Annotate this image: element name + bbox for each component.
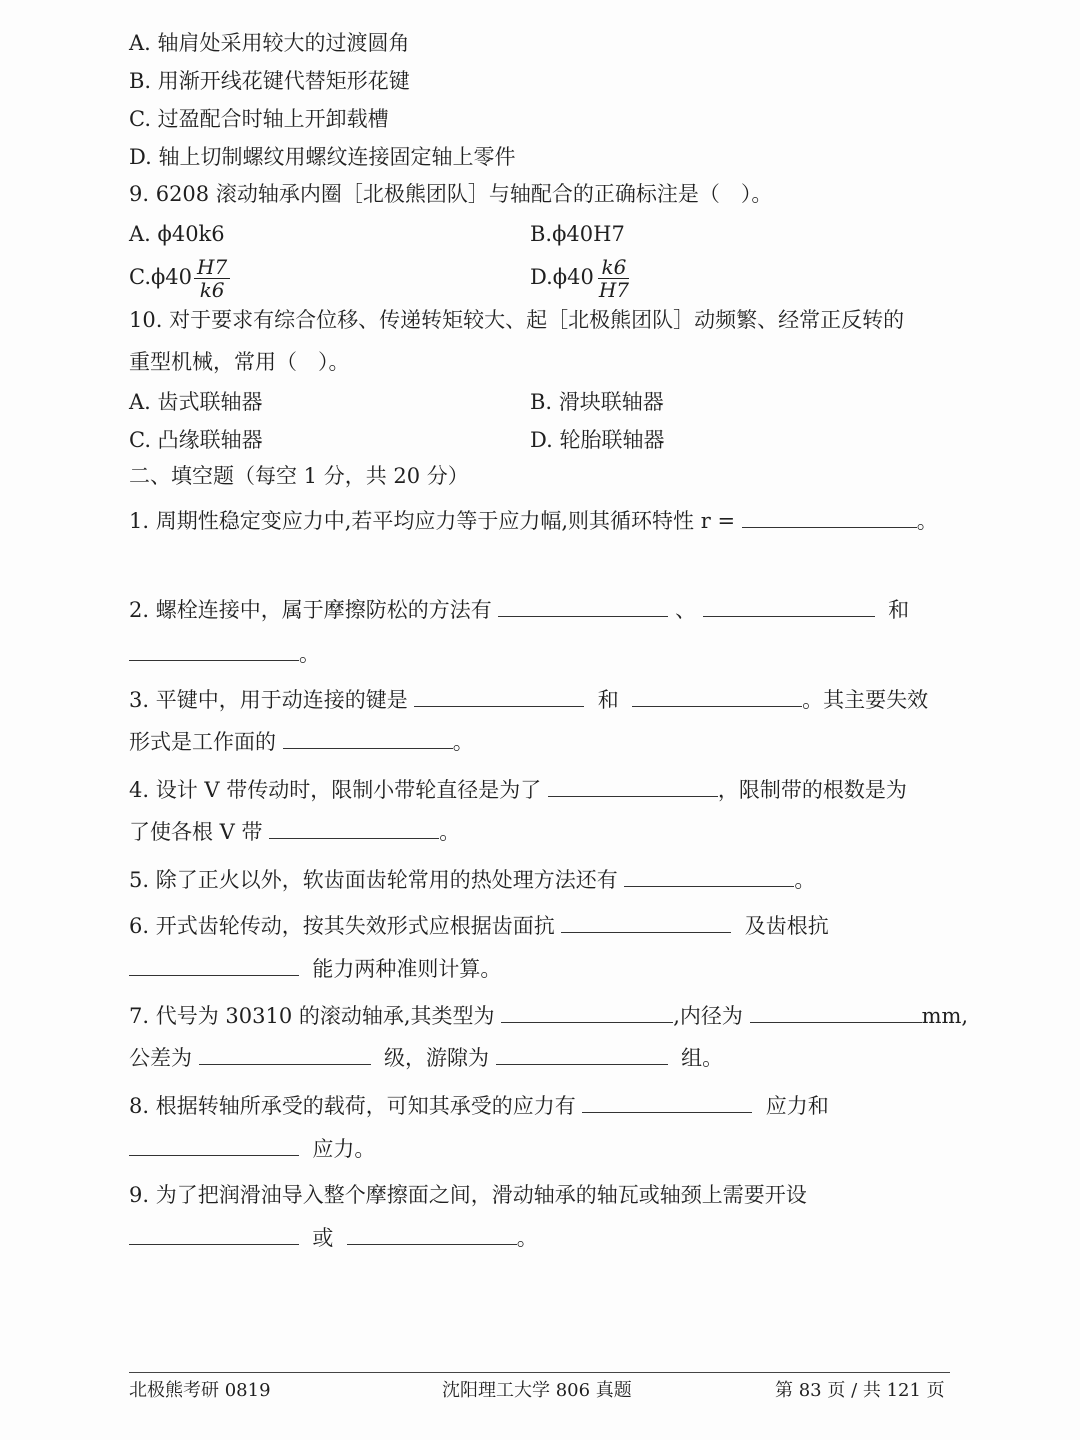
fraction-numerator: k6: [598, 256, 629, 279]
question-text: 8. 根据转轴所承受的载荷，可知其承受的应力有: [129, 1094, 576, 1118]
question-text: 9. 为了把润滑油导入整个摩擦面之间，滑动轴承的轴瓦或轴颈上需要开设: [129, 1183, 807, 1207]
punctuation: 。: [452, 730, 474, 754]
q10-stem-line2: 重型机械，常用（ ）。: [129, 350, 350, 374]
fill-question-4-line2: [129, 816, 460, 847]
fill-question-1: [129, 505, 938, 536]
question-text-continued: 。其主要失效: [802, 688, 929, 712]
footer-left: 北极熊考研 0819: [129, 1380, 271, 1401]
fraction-denominator: H7: [598, 278, 629, 302]
question-text-continued: 应力。: [312, 1137, 376, 1161]
answer-blank[interactable]: [498, 594, 668, 617]
question-text: 7. 代号为 30310 的滚动轴承,其类型为: [129, 1004, 495, 1028]
conjunction: 和: [597, 688, 619, 712]
footer-page-number: 第 83 页 / 共 121 页: [775, 1380, 945, 1401]
conjunction: 或: [312, 1226, 334, 1250]
answer-blank[interactable]: [742, 505, 917, 528]
q10-option-a: A. 齿式联轴器: [129, 390, 263, 414]
question-text-continued: 应力和: [765, 1094, 829, 1118]
footer-divider: [129, 1372, 950, 1373]
answer-blank[interactable]: [496, 1042, 668, 1065]
q10-option-c: C. 凸缘联轴器: [129, 428, 263, 452]
fill-question-7: [129, 1000, 968, 1031]
answer-blank[interactable]: [129, 1133, 299, 1156]
question-text: 1. 周期性稳定变应力中,若平均应力等于应力幅,则其循环特性 r =: [129, 509, 736, 533]
question-text-continued: ，限制带的根数是为: [717, 778, 907, 802]
q10-stem-line1: 10. 对于要求有综合位移、传递转矩较大、起［北极熊团队］动频繁、经常正反转的: [129, 308, 905, 332]
fill-question-9: [129, 1180, 807, 1210]
conjunction: 和: [888, 598, 910, 622]
q9-option-d-fraction: [596, 256, 632, 301]
answer-blank[interactable]: [501, 1000, 673, 1023]
question-text-continued: 级，游隙为: [384, 1046, 490, 1070]
question-text: 3. 平键中，用于动连接的键是: [129, 688, 408, 712]
fill-question-5: [129, 864, 815, 895]
answer-blank[interactable]: [414, 684, 584, 707]
answer-blank[interactable]: [624, 864, 794, 887]
fill-question-6-line2: [129, 953, 501, 984]
q8-option-c: C. 过盈配合时轴上开卸载槽: [129, 107, 389, 131]
q8-option-a: A. 轴肩处采用较大的过渡圆角: [129, 31, 410, 55]
answer-blank[interactable]: [548, 774, 718, 797]
answer-blank[interactable]: [347, 1222, 517, 1245]
question-text-continued: 能力两种准则计算。: [312, 957, 502, 981]
punctuation: 。: [439, 820, 461, 844]
answer-blank[interactable]: [561, 910, 731, 933]
question-text: 4. 设计 V 带传动时，限制小带轮直径是为了: [129, 778, 542, 802]
answer-blank[interactable]: [129, 1222, 299, 1245]
fill-question-8: [129, 1090, 829, 1121]
question-text: 5. 除了正火以外，软齿面齿轮常用的热处理方法还有: [129, 868, 618, 892]
question-text: 形式是工作面的: [129, 730, 276, 754]
answer-blank[interactable]: [283, 726, 453, 749]
question-text-continued: 及齿根抗: [744, 914, 829, 938]
q9-option-c-prefix: C.ϕ40: [129, 265, 193, 289]
fill-question-4: [129, 774, 907, 805]
answer-blank[interactable]: [129, 953, 299, 976]
fill-question-8-line2: [129, 1133, 375, 1164]
punctuation: 。: [516, 1226, 538, 1250]
q9-option-d-prefix: D.ϕ40: [530, 265, 594, 289]
answer-blank[interactable]: [129, 638, 299, 661]
question-text: 6. 开式齿轮传动，按其失效形式应根据齿面抗: [129, 914, 555, 938]
fill-question-6: [129, 910, 829, 941]
answer-blank[interactable]: [269, 816, 439, 839]
q9-option-c: [129, 249, 230, 305]
q9-option-a: A. ϕ40k6: [129, 222, 225, 246]
answer-blank[interactable]: [199, 1042, 371, 1065]
answer-blank[interactable]: [750, 1000, 922, 1023]
fill-question-3: [129, 684, 928, 715]
fill-question-9-line2: [129, 1222, 538, 1253]
q8-option-b: B. 用渐开线花键代替矩形花键: [129, 69, 410, 93]
question-text-continued: 组。: [681, 1046, 724, 1070]
punctuation: 。: [916, 509, 938, 533]
unit-label: mm,: [921, 1004, 969, 1028]
question-text-continued: ,内径为: [673, 1004, 743, 1028]
question-text: 2. 螺栓连接中，属于摩擦防松的方法有: [129, 598, 492, 622]
q10-option-b: B. 滑块联轴器: [530, 390, 664, 414]
question-text: 公差为: [129, 1046, 192, 1070]
punctuation: 。: [794, 868, 816, 892]
answer-blank[interactable]: [703, 594, 875, 617]
q9-stem: 9. 6208 滚动轴承内圈［北极熊团队］与轴配合的正确标注是（ ）。: [129, 182, 773, 206]
q8-option-d: D. 轴上切制螺纹用螺纹连接固定轴上零件: [129, 145, 516, 169]
fill-question-3-line2: [129, 726, 474, 757]
fill-question-2: [129, 594, 909, 625]
fraction-denominator: k6: [199, 278, 225, 302]
fraction-numerator: H7: [194, 256, 230, 279]
section-title: 二、填空题（每空 1 分，共 20 分）: [129, 464, 469, 488]
separator: 、: [675, 598, 697, 622]
fill-question-2-line2: [129, 638, 320, 669]
answer-blank[interactable]: [582, 1090, 752, 1113]
q9-option-c-fraction: [194, 256, 230, 301]
q9-option-b: B.ϕ40H7: [530, 222, 625, 246]
fill-question-7-line2: [129, 1042, 723, 1073]
footer-center: 沈阳理工大学 806 真题: [442, 1380, 632, 1401]
q9-option-d: [530, 249, 632, 305]
question-text: 了使各根 V 带: [129, 820, 263, 844]
q10-option-d: D. 轮胎联轴器: [530, 428, 665, 452]
answer-blank[interactable]: [632, 684, 802, 707]
punctuation: 。: [299, 642, 320, 666]
